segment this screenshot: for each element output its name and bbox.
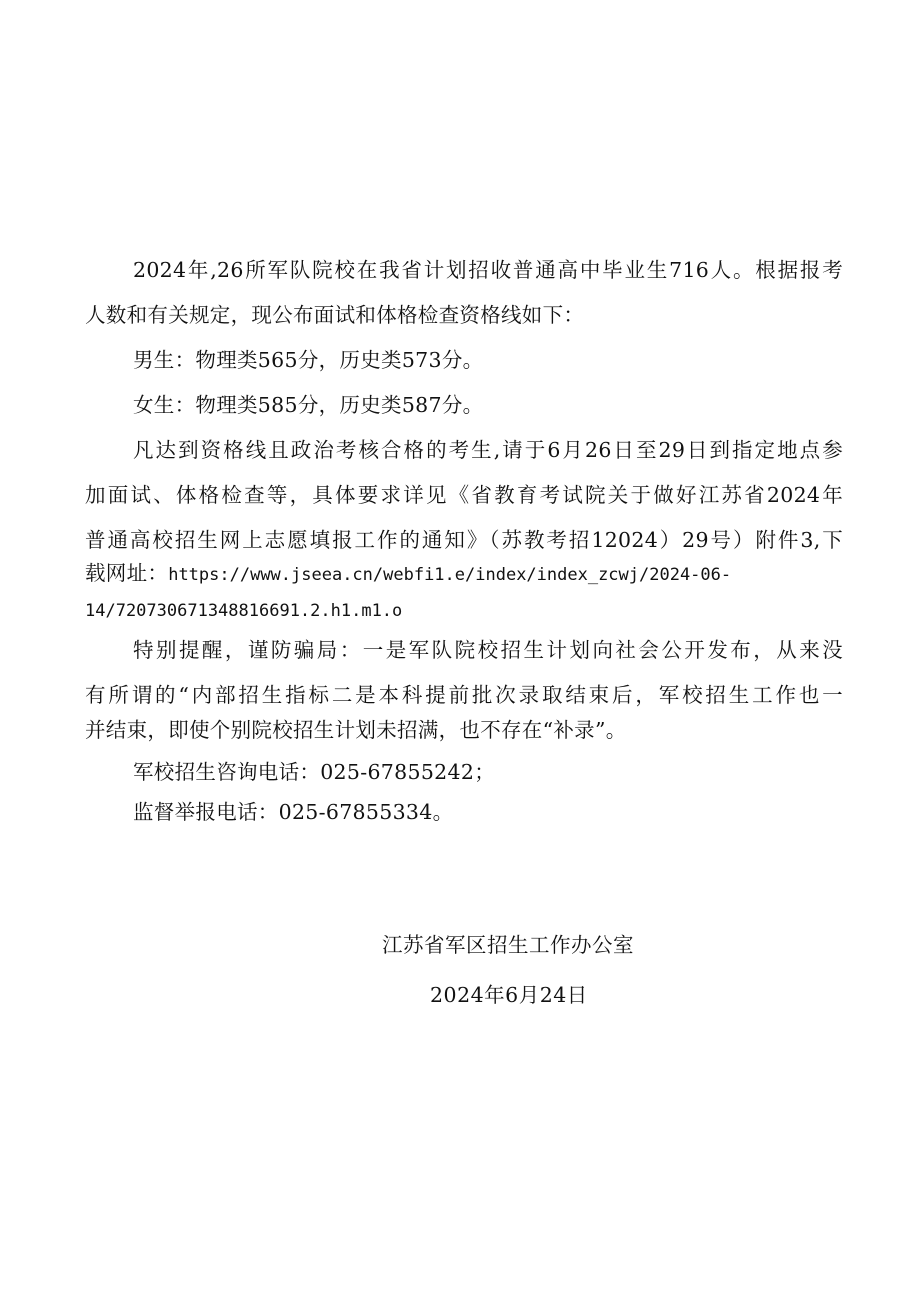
paragraph-warning-line-2: 有所谓的“内部招生指标二是本科提前批次录取结束后，军校招生工作也一	[85, 683, 843, 707]
download-url-link[interactable]: https://www.jseea.cn/webfi1.e/index/index_zcwj/2024-06-	[168, 565, 732, 585]
consult-phone-line: 军校招生咨询电话：025-67855242；	[133, 760, 495, 784]
paragraph-schedule-line-4	[85, 563, 731, 584]
paragraph-warning-line-1: 特别提醒，谨防骗局：一是军队院校招生计划向社会公开发布，从来没	[133, 638, 843, 662]
paragraph-intro-line-1: 2024年,26所军队院校在我省计划招收普通高中毕业生716人。根据报考	[133, 258, 843, 282]
paragraph-intro-line-2: 人数和有关规定，现公布面试和体格检查资格线如下：	[85, 303, 585, 327]
male-score-line: 男生：物理类565分，历史类573分。	[133, 348, 484, 372]
signature-date: 2024年6月24日	[430, 983, 588, 1007]
paragraph-warning-line-3: 并结束，即使个别院校招生计划未招满，也不存在“补录”。	[85, 718, 627, 742]
paragraph-schedule-line-3: 普通高校招生网上志愿填报工作的通知》（苏教考招12024）29号）附件3,下	[85, 528, 843, 552]
female-score-line: 女生：物理类585分，历史类587分。	[133, 393, 484, 417]
paragraph-schedule-line-1: 凡达到资格线且政治考核合格的考生,请于6月26日至29日到指定地点参	[133, 438, 843, 462]
signature-organization: 江苏省军区招生工作办公室	[382, 933, 634, 957]
paragraph-schedule-line-2: 加面试、体格检查等，具体要求详见《省教育考试院关于做好江苏省2024年	[85, 483, 843, 507]
download-url-link-continued[interactable]: 14/720730671348816691.2.h1.m1.o	[85, 601, 403, 621]
supervise-phone-line: 监督举报电话：025-67855334。	[133, 800, 454, 824]
download-url-label: 载网址：	[85, 561, 169, 585]
